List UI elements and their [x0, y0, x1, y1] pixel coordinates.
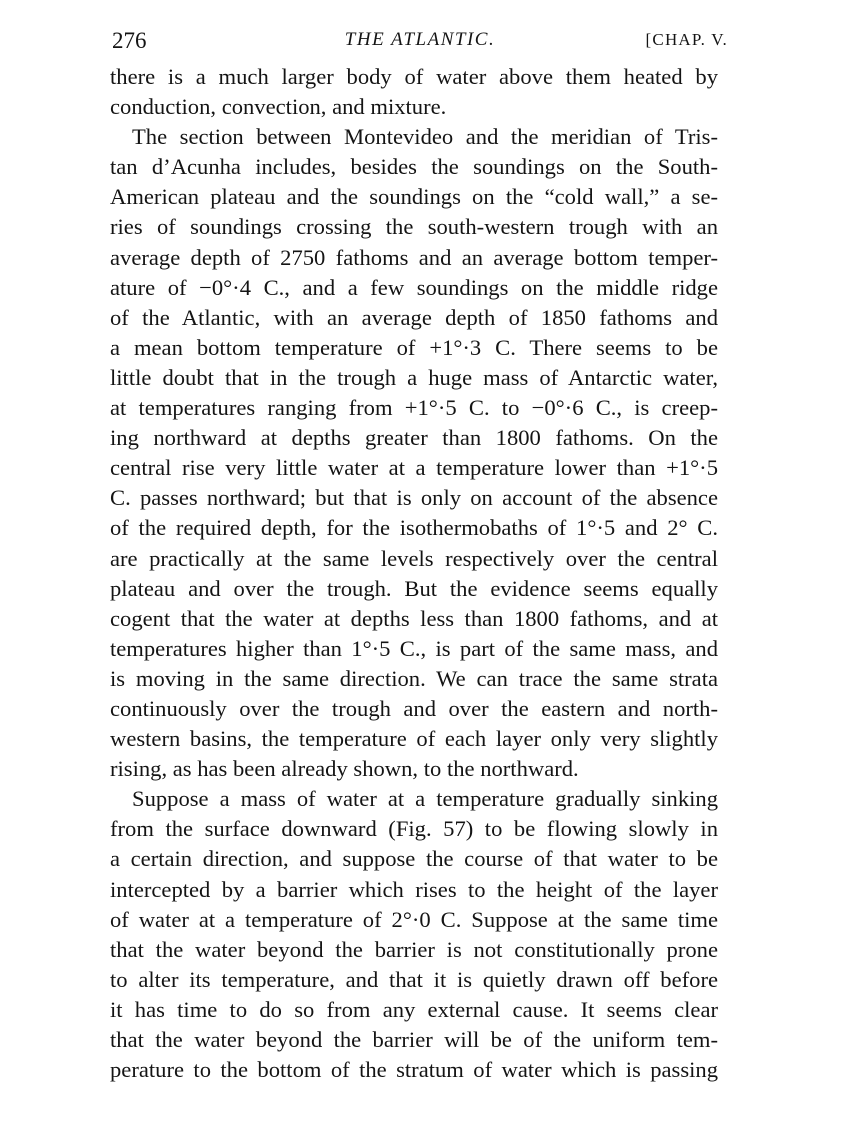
- text-line: The section between Montevideo and the meridian of Tris-: [132, 124, 718, 150]
- text-line: perature to the bottom of the stratum of water which is passing: [110, 1057, 718, 1083]
- text-line: Suppose a mass of water at a temperature gradually sinking: [132, 786, 718, 812]
- text-line: conduction, convection, and mixture.: [110, 94, 447, 120]
- text-line: ing northward at depths greater than 1800 fathoms. On the: [110, 425, 718, 451]
- text-line: of water at a temperature of 2°·0 C. Suppose at the same time: [110, 906, 718, 932]
- text-line: plateau and over the trough. But the evidence seems equally: [110, 575, 718, 601]
- text-line: ries of soundings crossing the south-western trough with an: [110, 214, 718, 240]
- chapter-reference: [CHAP. V.: [645, 30, 728, 49]
- text-line: average depth of 2750 fathoms and an average bottom temper-: [110, 244, 718, 270]
- text-line: a certain direction, and suppose the course of that water to be: [110, 846, 718, 872]
- body-text: [110, 62, 718, 1085]
- text-line: from the surface downward (Fig. 57) to be flowing slowly in: [110, 816, 718, 842]
- text-line: central rise very little water at a temperature lower than +1°·5: [110, 455, 718, 481]
- running-title: THE ATLANTIC.: [344, 29, 496, 50]
- text-line: rising, as has been already shown, to the northward.: [110, 756, 579, 782]
- text-line: that the water beyond the barrier is not constitutionally prone: [110, 936, 718, 962]
- text-line: of the required depth, for the isothermobaths of 1°·5 and 2° C.: [110, 515, 718, 541]
- text-line: cogent that the water at depths less than 1800 fathoms, and at: [110, 605, 718, 631]
- paragraph-continuation: [110, 62, 718, 122]
- text-line: continuously over the trough and over the eastern and north-: [110, 695, 718, 721]
- text-line: that the water beyond the barrier will be of the uniform tem-: [110, 1027, 718, 1052]
- running-header: [112, 26, 728, 58]
- page-number: 276: [112, 28, 147, 53]
- text-line: of the Atlantic, with an average depth of 1850 fathoms and: [110, 304, 718, 330]
- text-line: a mean bottom temperature of +1°·3 C. There seems to be: [110, 334, 718, 360]
- text-line: to alter its temperature, and that it is quietly drawn off before: [110, 966, 718, 992]
- text-line: temperatures higher than 1°·5 C., is part of the same mass, and: [110, 635, 718, 661]
- text-line: is moving in the same direction. We can trace the same strata: [110, 665, 718, 691]
- text-line: at temperatures ranging from +1°·5 C. to −0°·6 C., is creep-: [110, 395, 718, 421]
- text-line: C. passes northward; but that is only on account of the absence: [110, 485, 718, 511]
- paragraph-montevideo-section: [110, 122, 718, 784]
- text-line: little doubt that in the trough a huge mass of Antarctic water,: [110, 364, 718, 390]
- text-line: western basins, the temperature of each layer only very slightly: [110, 726, 718, 752]
- text-line: are practically at the same levels respectively over the central: [110, 545, 718, 571]
- text-line: tan d’Acunha includes, besides the soundings on the South-: [110, 154, 718, 180]
- text-line: ature of −0°·4 C., and a few soundings on the middle ridge: [110, 274, 718, 300]
- text-line: intercepted by a barrier which rises to the height of the layer: [110, 876, 718, 902]
- paragraph-barrier-hypothesis: [110, 784, 718, 1085]
- text-line: there is a much larger body of water above them heated by: [110, 64, 718, 89]
- text-line: it has time to do so from any external cause. It seems clear: [110, 996, 718, 1022]
- text-line: American plateau and the soundings on the “cold wall,” a se-: [110, 184, 718, 210]
